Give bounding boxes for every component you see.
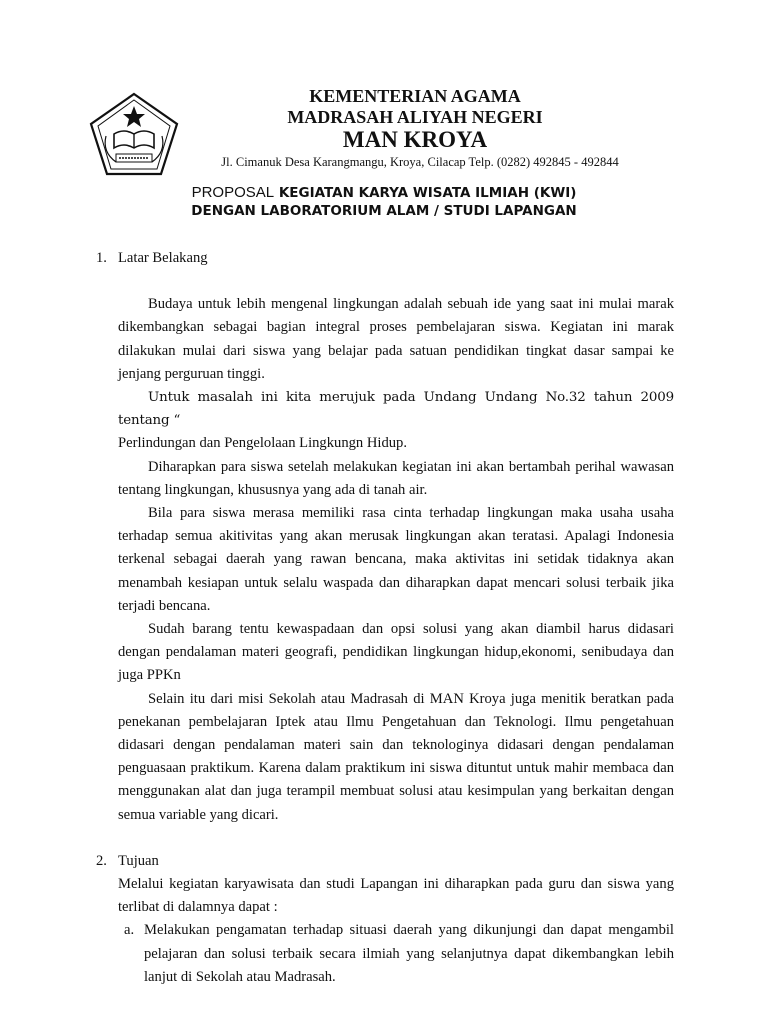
- list-item-label: a.: [124, 922, 135, 939]
- proposal-title-lead: PROPOSAL: [191, 184, 275, 201]
- paragraph: Budaya untuk lebih mengenal lingkungan adalah sebuah ide yang saat ini mulai marak dikembangkan sebagai bagian integral proses pembelajaran siswa. Kegiatan ini marak dilakukan mulai dari siswa yang belajar pada satuan pendidikan tingkat dasar sampai ke jenjang perguruan tinggi.: [118, 296, 674, 382]
- proposal-title: [0, 184, 768, 201]
- section-heading: Tujuan: [118, 852, 159, 869]
- proposal-title-rest: KEGIATAN KARYA WISATA ILMIAH (KWI): [274, 185, 577, 201]
- section-tujuan: [96, 850, 674, 989]
- list-item-text: Melakukan pengamatan terhadap situasi daerah yang dikunjungi dan dapat mengambil pelajaran dan solusi terbaik secara ilmiah yang selanjutnya dapat dikembangkan lebih lanjut di Sekolah atau Madrasah.: [144, 922, 674, 985]
- section-number: 1.: [96, 250, 107, 266]
- paragraph: Selain itu dari misi Sekolah atau Madrasah di MAN Kroya juga menitik beratkan pada penekanan pembelajaran Iptek atau Ilmu Pengetahuan dan Teknologi. Ilmu pengetahuan didasari dengan pendalaman materi sain dan teknologinya didasari dengan pendalaman penguasaan praktikum. Karena dalam praktikum ini siswa dituntut untuk mahir membaca dan menggunakan alat dan juga terampil membuat solusi atau kesimpulan yang berkaitan dengan semua variable yang dicari.: [118, 690, 674, 823]
- ministry-name: KEMENTERIAN AGAMA: [309, 86, 521, 106]
- paragraph: Bila para siswa merasa memiliki rasa cinta terhadap lingkungan maka usaha usaha terhadap semua akitivitas yang akan merusak lingkungan akan teratasi. Apalagi Indonesia terkenal sebagai daerah yang rawan bencana, maka aktivitas ini setidak tidaknya akan menambah kesiapan untuk selalu waspada dan diharapkan dapat mencari solusi terbaik jika terjadi bencana.: [118, 505, 674, 614]
- paragraph: Melalui kegiatan karyawisata dan studi Lapangan ini diharapkan pada guru dan siswa yang terlibat di dalamnya dapat :: [118, 876, 674, 916]
- paragraph-law-reference: Untuk masalah ini kita merujuk pada Undang Undang No.32 tahun 2009 tentang “: [118, 390, 674, 429]
- section-number: 2.: [96, 852, 107, 869]
- paragraph-law-title: Perlindungan dan Pengelolaan Lingkungn Hidup.: [118, 435, 407, 452]
- section-latar-belakang-body: [96, 293, 674, 827]
- section-heading: Latar Belakang: [118, 250, 208, 266]
- section-latar-belakang: [96, 247, 674, 270]
- kementerian-agama-emblem-icon: [88, 92, 180, 176]
- list-item: [118, 919, 674, 989]
- school-name: MAN KROYA: [342, 127, 488, 152]
- paragraph: Diharapkan para siswa setelah melakukan kegiatan ini akan bertambah perihal wawasan tentang lingkungan, khususnya yang ada di tanah air.: [118, 458, 674, 498]
- paragraph: Sudah barang tentu kewaspadaan dan opsi solusi yang akan diambil harus didasari dengan pendalaman materi geografi, pendidikan lingkungan hidup,ekonomi, senibudaya dan juga PPKn: [118, 621, 674, 684]
- document-body: [96, 247, 674, 989]
- school-address: Jl. Cimanuk Desa Karangmangu, Kroya, Cilacap Telp. (0282) 492845 - 492844: [221, 155, 619, 169]
- proposal-subtitle: DENGAN LABORATORIUM ALAM / STUDI LAPANGAN: [191, 203, 577, 219]
- school-type: MADRASAH ALIYAH NEGERI: [287, 107, 543, 127]
